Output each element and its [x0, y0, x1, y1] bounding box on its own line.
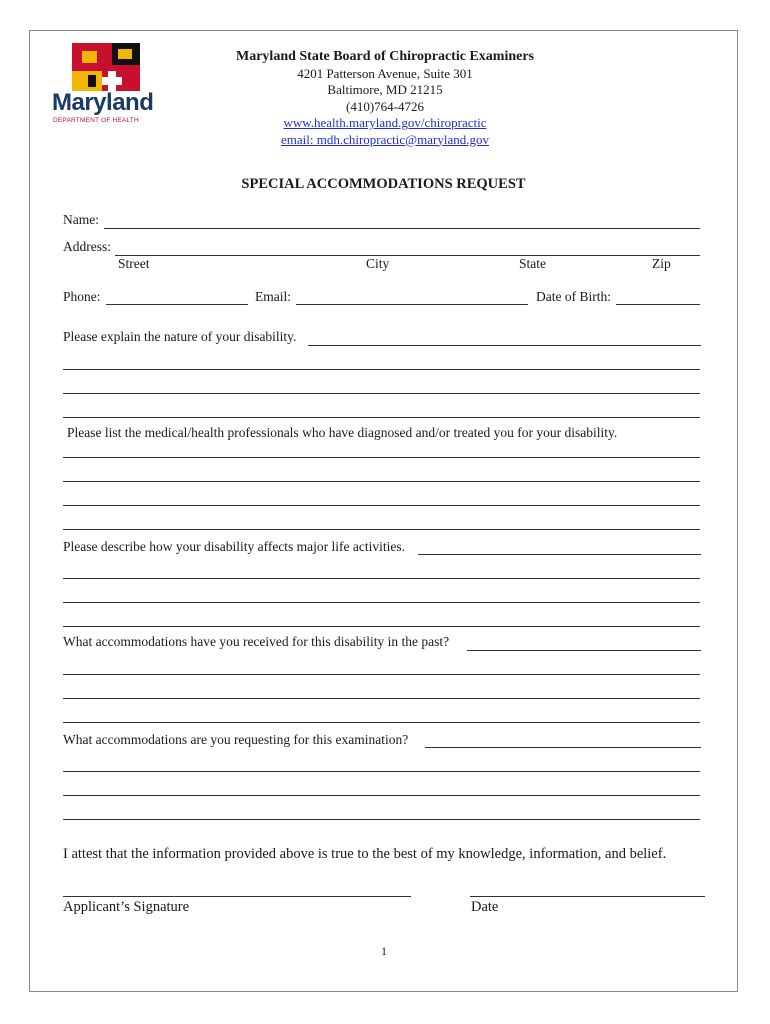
maryland-logo — [52, 41, 162, 126]
signature-label: Applicant’s Signature — [63, 899, 190, 915]
board-address-line2: Baltimore, MD 21215 — [327, 82, 443, 97]
board-header — [200, 49, 570, 148]
address-field[interactable] — [115, 255, 700, 256]
signature-field[interactable] — [63, 896, 411, 897]
answer-line[interactable] — [63, 417, 700, 418]
maryland-flag-icon — [52, 41, 162, 93]
answer-line[interactable] — [63, 722, 700, 723]
answer-line[interactable] — [63, 505, 700, 506]
street-caption: Street — [118, 256, 150, 271]
answer-line[interactable] — [63, 602, 700, 603]
dob-field[interactable] — [616, 304, 700, 305]
question-requested-accommodations: What accommodations are you requesting for this examination? — [63, 732, 409, 747]
name-field[interactable] — [104, 228, 700, 229]
answer-line[interactable] — [308, 345, 701, 346]
phone-label: Phone: — [63, 289, 101, 304]
address-label: Address: — [63, 239, 111, 254]
board-phone: (410)764-4726 — [346, 98, 424, 114]
answer-line[interactable] — [63, 771, 700, 772]
answer-line[interactable] — [63, 393, 700, 394]
answer-line[interactable] — [63, 529, 700, 530]
city-caption: City — [366, 256, 390, 271]
board-website-link[interactable]: www.health.maryland.gov/chiropractic — [283, 115, 487, 130]
email-label: Email: — [255, 289, 291, 304]
answer-line[interactable] — [418, 554, 701, 555]
board-address-line1: 4201 Patterson Avenue, Suite 301 — [297, 65, 473, 81]
answer-line[interactable] — [425, 747, 701, 748]
question-life-activities: Please describe how your disability affects major life activities. — [63, 539, 406, 554]
answer-line[interactable] — [63, 795, 700, 796]
form-title: SPECIAL ACCOMMODATIONS REQUEST — [241, 176, 526, 192]
zip-caption: Zip — [652, 256, 671, 271]
answer-line[interactable] — [63, 674, 700, 675]
phone-field[interactable] — [106, 304, 248, 305]
answer-line[interactable] — [63, 819, 700, 820]
answer-line[interactable] — [63, 698, 700, 699]
page-number: 1 — [381, 944, 387, 958]
answer-line[interactable] — [63, 481, 700, 482]
logo-wordmark: Maryland — [52, 89, 154, 116]
attestation-statement: I attest that the information provided above is true to the best of my knowledge, information, and belief. — [63, 846, 667, 862]
answer-line[interactable] — [63, 369, 700, 370]
board-name: Maryland State Board of Chiropractic Examiners — [236, 49, 534, 64]
email-field[interactable] — [296, 304, 528, 305]
question-past-accommodations: What accommodations have you received for this disability in the past? — [63, 634, 450, 649]
question-medical-professionals: Please list the medical/health professionals who have diagnosed and/or treated you for your disability. — [67, 425, 618, 440]
answer-line[interactable] — [63, 457, 700, 458]
dob-label: Date of Birth: — [536, 289, 611, 304]
answer-line[interactable] — [467, 650, 701, 651]
name-label: Name: — [63, 212, 99, 227]
date-label: Date — [471, 899, 499, 915]
state-caption: State — [519, 256, 546, 271]
logo-department: DEPARTMENT OF HEALTH — [53, 117, 139, 124]
question-disability-nature: Please explain the nature of your disability. — [63, 329, 297, 344]
board-email-link[interactable]: email: mdh.chiropractic@maryland.gov — [281, 131, 489, 147]
answer-line[interactable] — [63, 626, 700, 627]
answer-line[interactable] — [63, 578, 700, 579]
date-field[interactable] — [470, 896, 705, 897]
